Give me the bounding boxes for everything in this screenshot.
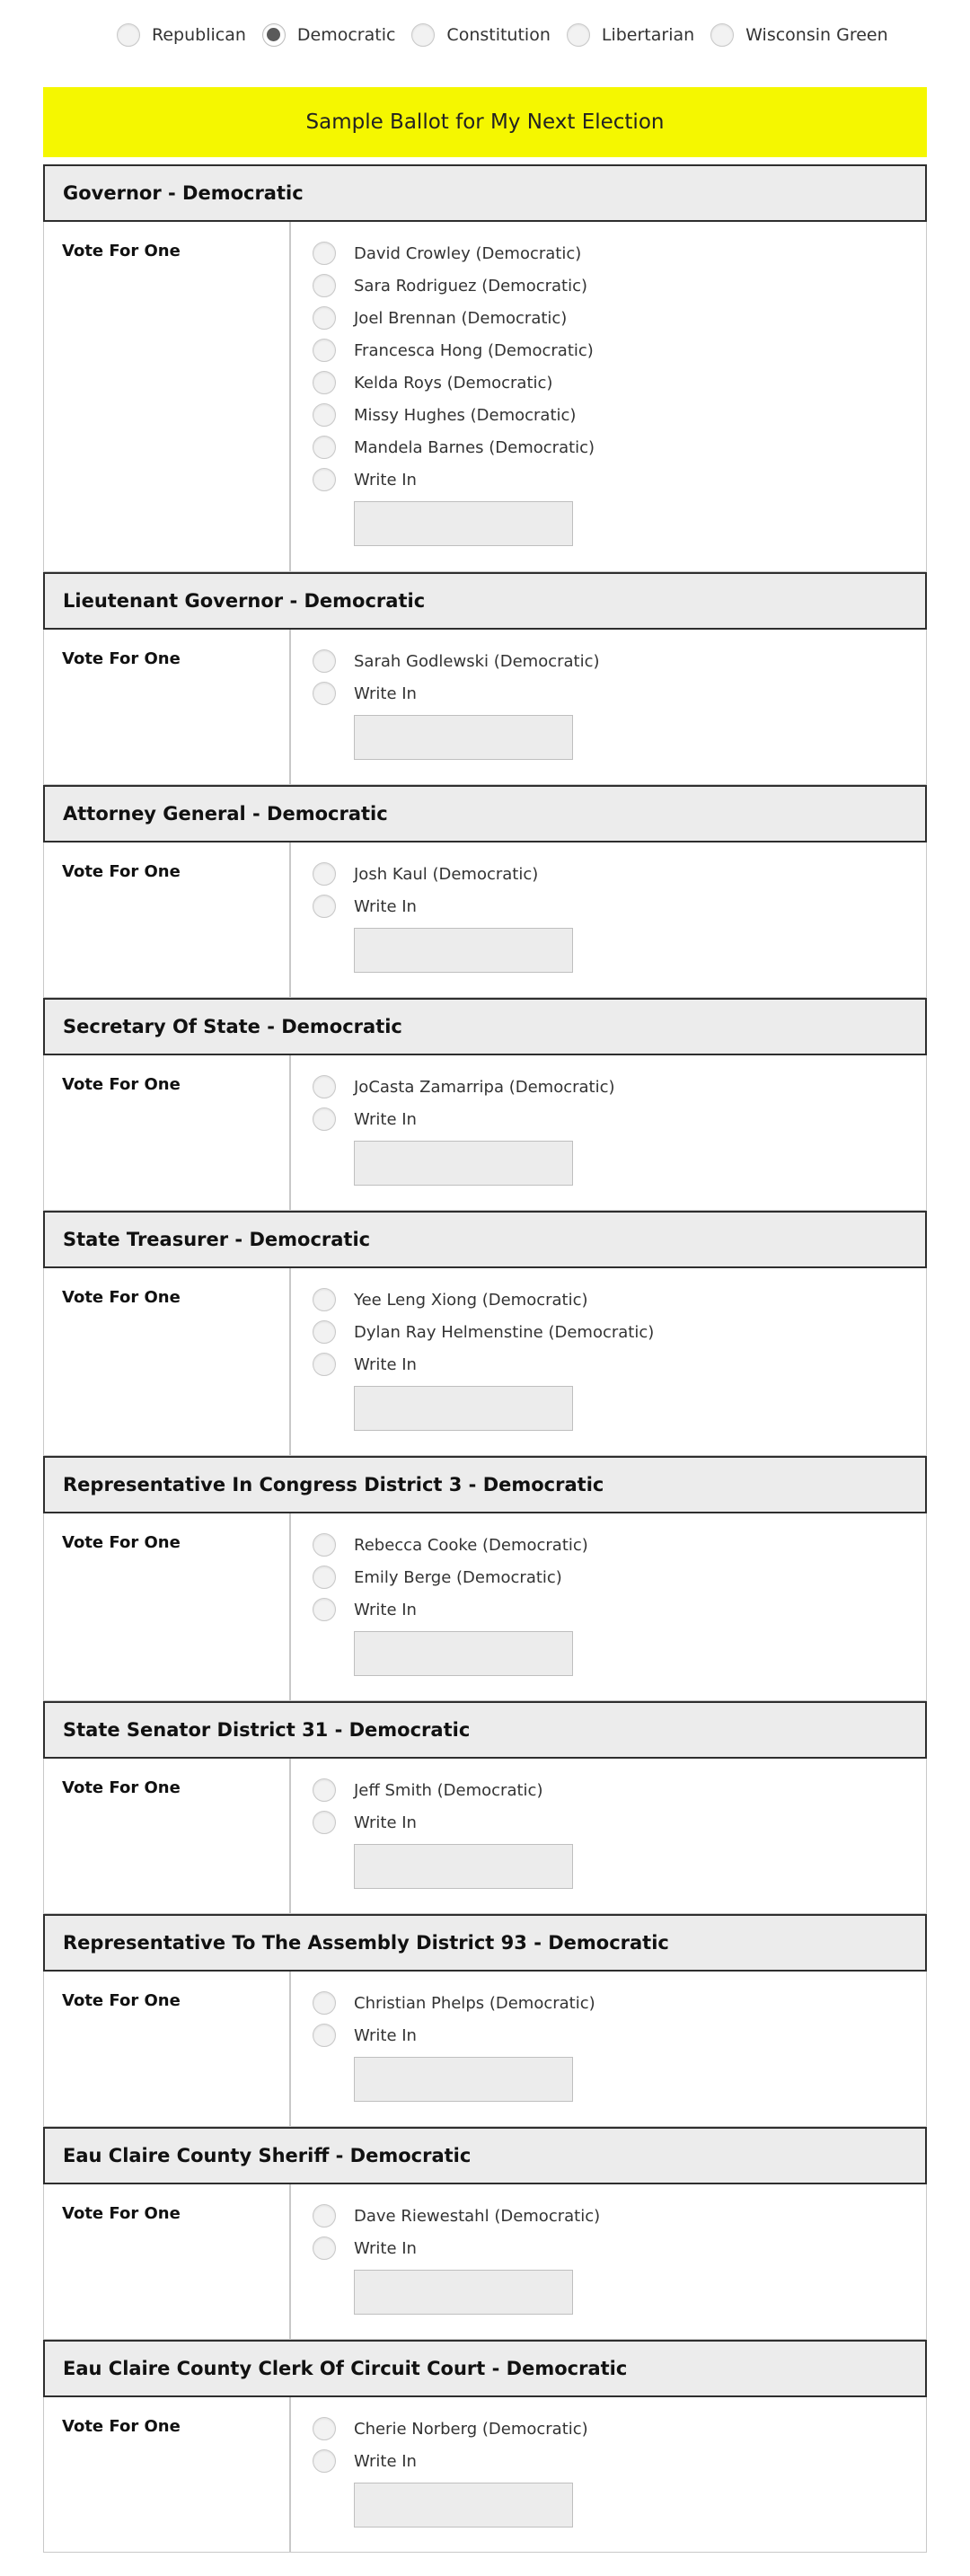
candidate-option[interactable] bbox=[313, 1529, 588, 1561]
candidate-list bbox=[313, 1987, 595, 2102]
contest-section bbox=[43, 1701, 927, 1914]
candidate-option[interactable] bbox=[313, 431, 595, 463]
candidate-label: Write In bbox=[354, 2238, 417, 2258]
candidate-label: Write In bbox=[354, 1109, 417, 1129]
candidate-label: David Crowley (Democratic) bbox=[354, 243, 582, 263]
column-divider bbox=[289, 1055, 291, 1210]
candidate-list bbox=[313, 1529, 588, 1676]
radio-button[interactable] bbox=[313, 2204, 336, 2228]
column-divider bbox=[289, 1513, 291, 1700]
write-in-option[interactable] bbox=[313, 463, 595, 496]
contest-body bbox=[43, 222, 927, 572]
ballot-header: Sample Ballot for My Next Election bbox=[43, 87, 927, 157]
write-in-option[interactable] bbox=[313, 1806, 573, 1839]
vote-for-label: Vote For One bbox=[62, 862, 181, 881]
vote-for-label: Vote For One bbox=[62, 1075, 181, 1094]
party-option-democratic[interactable] bbox=[262, 23, 396, 47]
radio-button[interactable] bbox=[411, 23, 435, 47]
radio-button[interactable] bbox=[710, 23, 734, 47]
candidate-label: Emily Berge (Democratic) bbox=[354, 1567, 562, 1587]
candidate-option[interactable] bbox=[313, 1987, 595, 2019]
candidate-label: Dave Riewestahl (Democratic) bbox=[354, 2206, 601, 2226]
radio-button[interactable] bbox=[313, 1533, 336, 1557]
contest-body bbox=[43, 1055, 927, 1211]
candidate-label: Write In bbox=[354, 1600, 417, 1619]
party-label: Republican bbox=[152, 25, 246, 45]
contest-section bbox=[43, 2127, 927, 2340]
candidate-option[interactable] bbox=[313, 366, 595, 399]
party-label: Constitution bbox=[446, 25, 551, 45]
candidate-option[interactable] bbox=[313, 1316, 654, 1348]
contest-title: Governor - Democratic bbox=[43, 164, 927, 222]
candidate-option[interactable] bbox=[313, 269, 595, 302]
candidate-label: Missy Hughes (Democratic) bbox=[354, 405, 577, 425]
contest-section bbox=[43, 1211, 927, 1456]
radio-button[interactable] bbox=[567, 23, 590, 47]
radio-button[interactable] bbox=[313, 862, 336, 886]
radio-button[interactable] bbox=[313, 1991, 336, 2015]
candidate-label: Write In bbox=[354, 684, 417, 703]
candidate-label: Rebecca Cooke (Democratic) bbox=[354, 1535, 588, 1555]
column-divider bbox=[289, 1759, 291, 1913]
candidate-label: Joel Brennan (Democratic) bbox=[354, 308, 568, 328]
vote-for-label: Vote For One bbox=[62, 649, 181, 668]
candidate-option[interactable] bbox=[313, 1774, 573, 1806]
candidate-option[interactable] bbox=[313, 2200, 600, 2232]
party-option-constitution[interactable] bbox=[411, 23, 550, 47]
contest-title: Eau Claire County Sheriff - Democratic bbox=[43, 2127, 927, 2184]
contest-section bbox=[43, 2340, 927, 2553]
contest-title: Attorney General - Democratic bbox=[43, 785, 927, 842]
radio-button[interactable] bbox=[313, 274, 336, 297]
column-divider bbox=[289, 2184, 291, 2339]
contest-body bbox=[43, 2397, 927, 2553]
contest-title: State Treasurer - Democratic bbox=[43, 1211, 927, 1268]
vote-for-label: Vote For One bbox=[62, 1533, 181, 1552]
contest-body bbox=[43, 1972, 927, 2127]
candidate-label: Cherie Norberg (Democratic) bbox=[354, 2419, 588, 2439]
write-in-option[interactable] bbox=[313, 1103, 615, 1135]
candidate-label: Christian Phelps (Democratic) bbox=[354, 1993, 595, 2013]
column-divider bbox=[289, 842, 291, 997]
radio-button[interactable] bbox=[313, 1778, 336, 1802]
candidate-label: Josh Kaul (Democratic) bbox=[354, 864, 539, 884]
write-in-input[interactable] bbox=[354, 2270, 573, 2315]
contest-body bbox=[43, 630, 927, 785]
candidate-label: Write In bbox=[354, 1354, 417, 1374]
column-divider bbox=[289, 1972, 291, 2126]
candidate-list bbox=[313, 237, 595, 546]
party-option-libertarian[interactable] bbox=[567, 23, 694, 47]
radio-button[interactable] bbox=[313, 1598, 336, 1621]
candidate-list bbox=[313, 2413, 588, 2527]
candidate-label: Write In bbox=[354, 2025, 417, 2045]
candidate-option[interactable] bbox=[313, 1284, 654, 1316]
candidate-label: JoCasta Zamarripa (Democratic) bbox=[354, 1077, 615, 1097]
candidate-option[interactable] bbox=[313, 237, 595, 269]
radio-button[interactable] bbox=[313, 1107, 336, 1131]
column-divider bbox=[289, 222, 291, 571]
write-in-option[interactable] bbox=[313, 2232, 600, 2264]
write-in-input[interactable] bbox=[354, 1141, 573, 1186]
candidate-option[interactable] bbox=[313, 302, 595, 334]
vote-for-label: Vote For One bbox=[62, 1991, 181, 2010]
candidate-label: Yee Leng Xiong (Democratic) bbox=[354, 1290, 588, 1310]
vote-for-label: Vote For One bbox=[62, 2204, 181, 2223]
contest-body bbox=[43, 842, 927, 998]
radio-button[interactable] bbox=[313, 2449, 336, 2473]
candidate-option[interactable] bbox=[313, 858, 573, 890]
column-divider bbox=[289, 630, 291, 784]
candidate-list bbox=[313, 1774, 573, 1889]
contest-body bbox=[43, 1513, 927, 1701]
vote-for-label: Vote For One bbox=[62, 1778, 181, 1797]
radio-button[interactable] bbox=[313, 2236, 336, 2260]
candidate-label: Sarah Godlewski (Democratic) bbox=[354, 651, 600, 671]
candidate-label: Jeff Smith (Democratic) bbox=[354, 1780, 543, 1800]
vote-for-label: Vote For One bbox=[62, 1288, 181, 1307]
candidate-label: Write In bbox=[354, 1813, 417, 1832]
write-in-input[interactable] bbox=[354, 715, 573, 760]
candidate-list bbox=[313, 2200, 600, 2315]
column-divider bbox=[289, 1268, 291, 1455]
party-label: Libertarian bbox=[601, 25, 695, 45]
write-in-option[interactable] bbox=[313, 2445, 588, 2477]
write-in-input[interactable] bbox=[354, 1844, 573, 1889]
contest-title: State Senator District 31 - Democratic bbox=[43, 1701, 927, 1759]
party-selector bbox=[0, 0, 970, 77]
candidate-label: Francesca Hong (Democratic) bbox=[354, 340, 594, 360]
radio-button-selected[interactable] bbox=[262, 23, 286, 47]
column-divider bbox=[289, 2397, 291, 2552]
vote-for-label: Vote For One bbox=[62, 2417, 181, 2436]
candidate-label: Write In bbox=[354, 2451, 417, 2471]
contest-section bbox=[43, 785, 927, 998]
party-options bbox=[117, 23, 904, 47]
write-in-option[interactable] bbox=[313, 1348, 654, 1381]
radio-button[interactable] bbox=[313, 339, 336, 362]
write-in-option[interactable] bbox=[313, 890, 573, 922]
radio-button[interactable] bbox=[313, 1353, 336, 1376]
contest-section bbox=[43, 1456, 927, 1701]
contest-body bbox=[43, 2184, 927, 2340]
write-in-input[interactable] bbox=[354, 1631, 573, 1676]
write-in-input[interactable] bbox=[354, 501, 573, 546]
contest-title: Eau Claire County Clerk Of Circuit Court - Democratic bbox=[43, 2340, 927, 2397]
contest-title: Representative In Congress District 3 - Democratic bbox=[43, 1456, 927, 1513]
write-in-input[interactable] bbox=[354, 2483, 573, 2527]
party-option-republican[interactable] bbox=[117, 23, 246, 47]
radio-button[interactable] bbox=[313, 306, 336, 330]
radio-button[interactable] bbox=[313, 436, 336, 459]
candidate-option[interactable] bbox=[313, 1561, 588, 1593]
candidate-label: Mandela Barnes (Democratic) bbox=[354, 437, 595, 457]
candidate-label: Kelda Roys (Democratic) bbox=[354, 373, 553, 393]
radio-button[interactable] bbox=[313, 2024, 336, 2047]
radio-button[interactable] bbox=[313, 403, 336, 427]
radio-button[interactable] bbox=[313, 682, 336, 705]
radio-button[interactable] bbox=[313, 649, 336, 673]
candidate-option[interactable] bbox=[313, 1071, 615, 1103]
write-in-option[interactable] bbox=[313, 2019, 595, 2051]
write-in-input[interactable] bbox=[354, 2057, 573, 2102]
candidate-list bbox=[313, 645, 600, 760]
contest-title: Representative To The Assembly District 93 - Democratic bbox=[43, 1914, 927, 1972]
contest-title: Secretary Of State - Democratic bbox=[43, 998, 927, 1055]
contest-section bbox=[43, 998, 927, 1211]
contest-section bbox=[43, 572, 927, 785]
write-in-option[interactable] bbox=[313, 1593, 588, 1626]
candidate-option[interactable] bbox=[313, 645, 600, 677]
vote-for-label: Vote For One bbox=[62, 242, 181, 260]
contest-section bbox=[43, 164, 927, 572]
party-label: Wisconsin Green bbox=[745, 25, 888, 45]
candidate-label: Write In bbox=[354, 470, 417, 490]
radio-button[interactable] bbox=[313, 1320, 336, 1344]
radio-button[interactable] bbox=[313, 468, 336, 491]
radio-button[interactable] bbox=[313, 1288, 336, 1311]
contest-section bbox=[43, 1914, 927, 2127]
radio-button[interactable] bbox=[313, 242, 336, 265]
write-in-input[interactable] bbox=[354, 1386, 573, 1431]
contest-body bbox=[43, 1268, 927, 1456]
party-label: Democratic bbox=[296, 25, 396, 45]
radio-button[interactable] bbox=[313, 2417, 336, 2440]
candidate-list bbox=[313, 1071, 615, 1186]
contest-body bbox=[43, 1759, 927, 1914]
party-option-wisconsin-green[interactable] bbox=[710, 23, 887, 47]
radio-button[interactable] bbox=[313, 1566, 336, 1589]
radio-button[interactable] bbox=[313, 1811, 336, 1834]
write-in-option[interactable] bbox=[313, 677, 600, 710]
candidate-option[interactable] bbox=[313, 2413, 588, 2445]
candidate-label: Dylan Ray Helmenstine (Democratic) bbox=[354, 1322, 655, 1342]
candidate-list bbox=[313, 858, 573, 973]
write-in-input[interactable] bbox=[354, 928, 573, 973]
candidate-option[interactable] bbox=[313, 399, 595, 431]
radio-button[interactable] bbox=[313, 371, 336, 394]
candidate-label: Write In bbox=[354, 896, 417, 916]
candidate-list bbox=[313, 1284, 654, 1431]
radio-button[interactable] bbox=[117, 23, 140, 47]
radio-button[interactable] bbox=[313, 895, 336, 918]
candidate-label: Sara Rodriguez (Democratic) bbox=[354, 276, 588, 296]
candidate-option[interactable] bbox=[313, 334, 595, 366]
radio-button[interactable] bbox=[313, 1075, 336, 1098]
contest-title: Lieutenant Governor - Democratic bbox=[43, 572, 927, 630]
